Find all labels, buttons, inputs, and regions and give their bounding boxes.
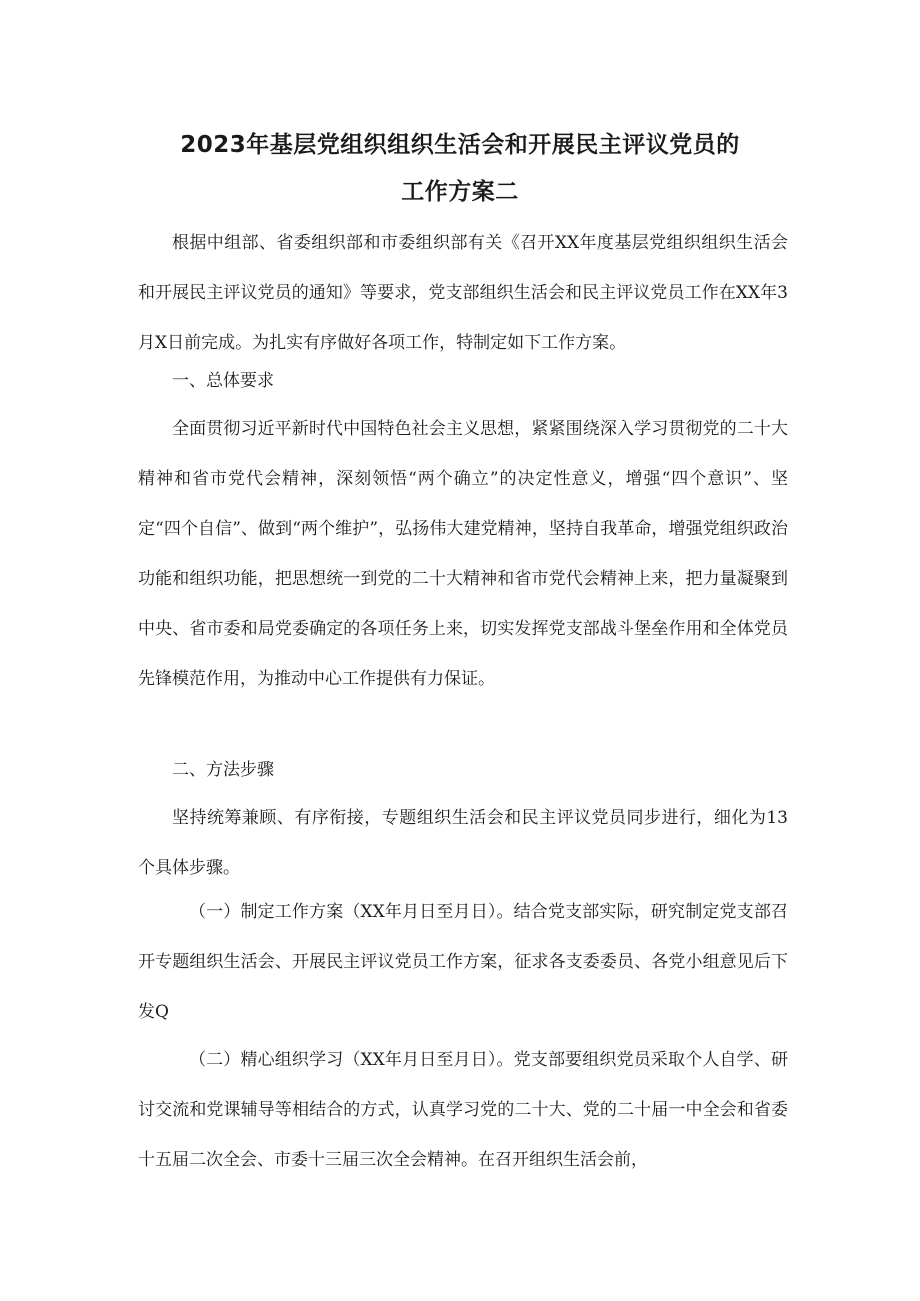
intro-paragraph: 根据中组部、省委组织部和市委组织部有关《召开XX年度基层党组织组织生活会和开展民主评议党员的通知》等要求，党支部组织生活会和民主评议党员工作在XX年3月X日前完成。为扎实有序做好各项工作，特制定如下工作方案。	[138, 233, 788, 353]
step-1-paragraph: （一）制定工作方案（XX年月日至月日）。结合党支部实际，研究制定党支部召开专题组织生活会、开展民主评议党员工作方案，征求各支委委员、各党小组意见后下发Q	[138, 902, 788, 1022]
document-title-line-2: 工作方案二	[401, 179, 519, 205]
method-steps-paragraph: 坚持统筹兼顾、有序衔接，专题组织生活会和民主评议党员同步进行，细化为13个具体步骤。	[138, 808, 788, 878]
section-heading-method-steps: 二、方法步骤	[172, 760, 274, 780]
general-requirements-paragraph: 全面贯彻习近平新时代中国特色社会主义思想，紧紧围绕深入学习贯彻党的二十大精神和省市党代会精神，深刻领悟“两个确立”的决定性意义，增强“四个意识”、坚定“四个自信”、做到“两个维护”，弘扬伟大建党精神，坚持自我革命，增强党组织政治功能和组织功能，把思想统一到党的二十大精神和省市党代会精神上来，把力量凝聚到中央、省市委和局党委确定的各项任务上来，切实发挥党支部战斗堡垒作用和全体党员先锋模范作用，为推动中心工作提供有力保证。	[138, 419, 788, 689]
step-2-paragraph: （二）精心组织学习（XX年月日至月日）。党支部要组织党员采取个人自学、研讨交流和党课辅导等相结合的方式，认真学习党的二十大、党的二十届一中全会和省委十五届二次全会、市委十三届三次全会精神。在召开组织生活会前，	[138, 1050, 788, 1170]
document-title-line-1: 2023年基层党组织组织生活会和开展民主评议党员的	[180, 132, 740, 158]
section-heading-general-requirements: 一、总体要求	[172, 371, 274, 391]
